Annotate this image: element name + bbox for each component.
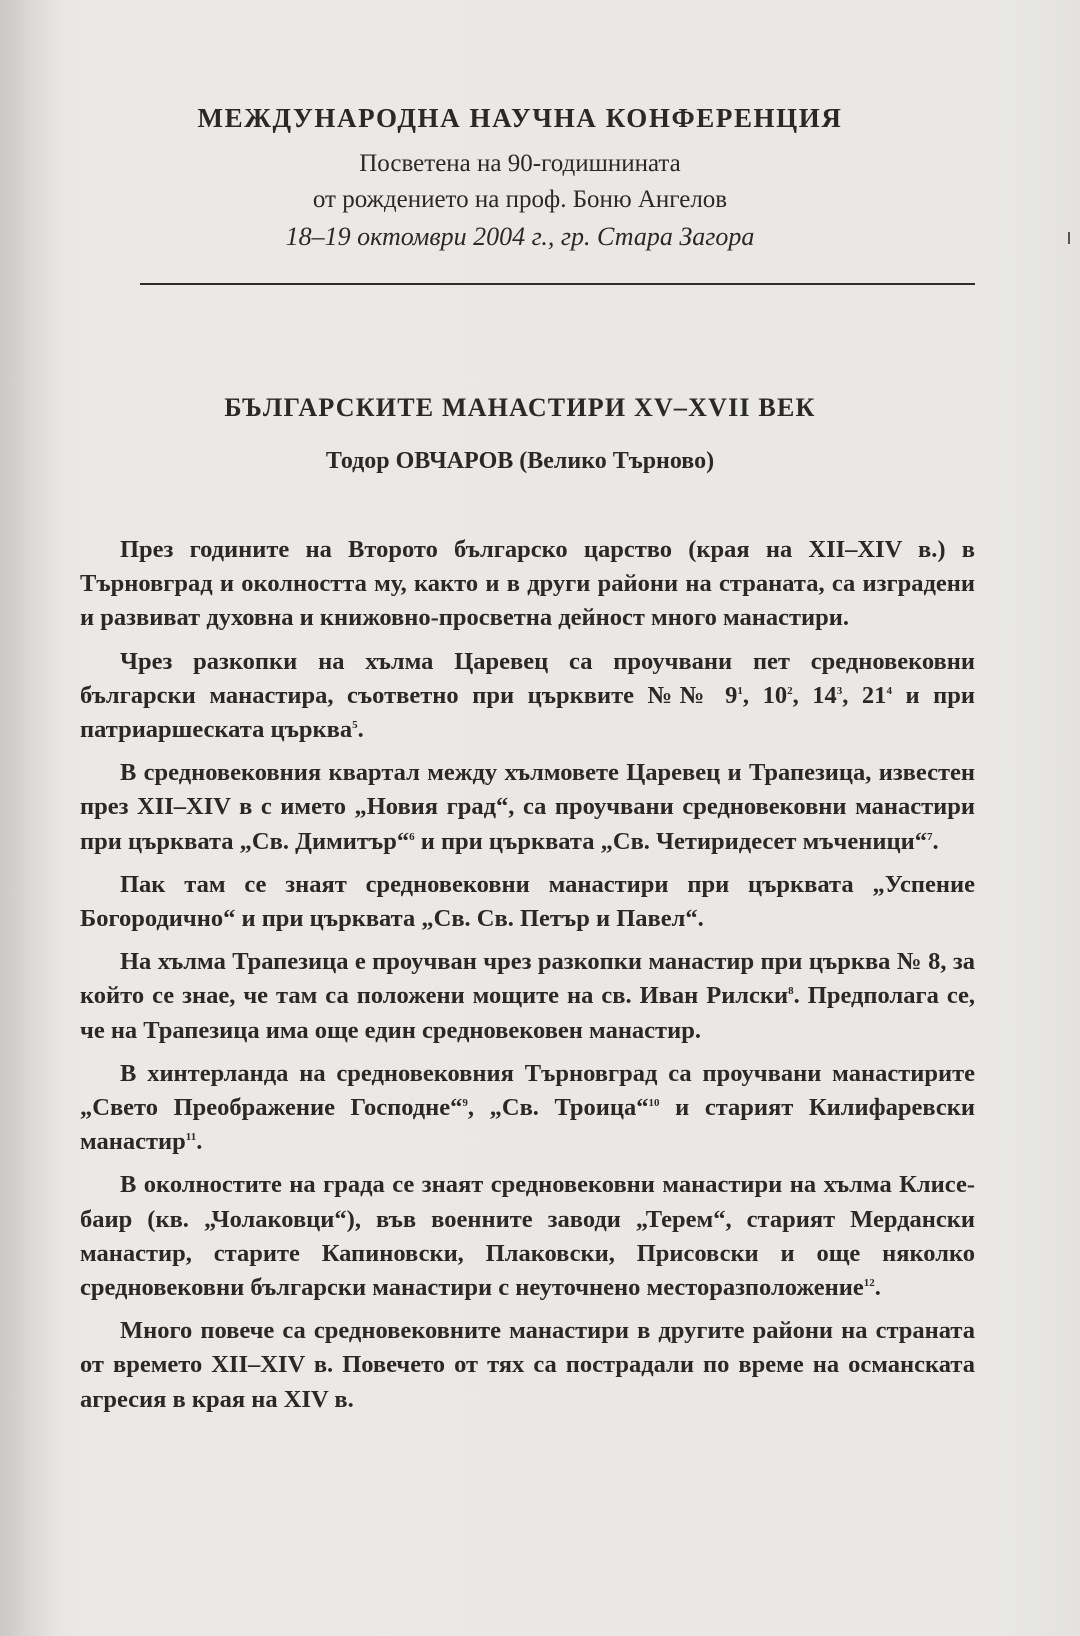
- article-body: [80, 533, 975, 1426]
- paragraph-text: Пак там се знаят средновековни манастири при църквата „Успение Богородично“ и при църквата „Св. Св. Петър и Павел“.: [80, 870, 975, 933]
- paragraph-text: и старият Килифаревски манастир: [80, 1094, 975, 1156]
- book-spine-shadow: [0, 0, 60, 1636]
- paragraph-text: В околностите на града се знаят средновековни манастири на хълма Клисе-баир (кв. „Чолаковци“), във военните заводи „Терем“, старият Мердански манастир, старите Капиновски, Плаковски, Присовски и още няколко средновековни български манастири с неуточнено месторазположение: [80, 1171, 975, 1302]
- body-paragraph: [80, 756, 975, 859]
- body-paragraph: [80, 1314, 975, 1417]
- paragraph-text: , 14: [792, 681, 837, 709]
- conference-title: МЕЖДУНАРОДНА НАУЧНА КОНФЕРЕНЦИЯ: [197, 103, 843, 133]
- paragraph-text: Много повече са средновековните манастири в другите райони на страната от времето XII–XIV в. Повечето от тях са пострадали по време на османската агресия в края на XIV в.: [80, 1317, 975, 1413]
- paragraph-text: , 10: [742, 681, 788, 709]
- paragraph-text: , „Св. Троица“: [467, 1094, 649, 1122]
- conference-subtitle-line1: Посветена на 90-годишнината: [359, 150, 681, 177]
- body-paragraph: [80, 1057, 975, 1160]
- footnote-ref[interactable]: 12: [863, 1276, 875, 1289]
- paragraph-text: .: [196, 1128, 203, 1156]
- footnote-ref[interactable]: 8: [788, 985, 794, 998]
- footnote-ref[interactable]: 11: [185, 1131, 197, 1144]
- conference-subtitle-line2: от рождението на проф. Боню Ангелов: [312, 186, 728, 213]
- body-paragraph: [80, 1168, 975, 1305]
- paragraph-text: .: [874, 1274, 881, 1302]
- paragraph-text: . Предполага се, че на Трапезица има още един средновековен манастир.: [80, 982, 975, 1044]
- paragraph-text: Чрез разкопки на хълма Царевец са проучвани пет средновековни български манастира, съответно при църквите №№ 9: [80, 647, 975, 709]
- footnote-ref[interactable]: 7: [926, 830, 933, 843]
- paragraph-text: и при патриаршеската църква: [80, 681, 976, 744]
- paragraph-text: и при църквата „Св. Четиридесет мъченици“: [414, 827, 927, 855]
- footnote-ref[interactable]: 9: [462, 1096, 468, 1109]
- paragraph-text: През годините на Второто българско царство (края на XII–XIV в.) в Търновград и околността му, както и в други райони на страната, са изградени и развиват духовна и книжовно-просветна дейност много манастири.: [80, 536, 975, 632]
- body-paragraph: [80, 945, 975, 1048]
- paragraph-text: В хинтерланда на средновековния Търновград са проучвани манастирите „Свето Преображение Господне“: [80, 1059, 975, 1122]
- conference-dates-place: 18–19 октомври 2004 г., гр. Стара Загора: [285, 222, 755, 251]
- footnote-ref[interactable]: 5: [352, 718, 358, 731]
- paragraph-text: .: [357, 716, 364, 744]
- body-paragraph: [80, 868, 975, 936]
- article-author: Тодор ОВЧАРОВ (Велико Търново): [325, 448, 715, 474]
- footnote-ref[interactable]: 6: [409, 830, 415, 843]
- footnote-ref[interactable]: 3: [836, 684, 843, 697]
- conference-header: [140, 100, 900, 256]
- footnote-ref[interactable]: 10: [648, 1096, 660, 1109]
- footnote-ref[interactable]: 2: [787, 684, 793, 697]
- header-divider: [140, 283, 975, 285]
- paragraph-text: .: [932, 827, 939, 855]
- margin-mark: [1068, 232, 1070, 244]
- paragraph-text: , 21: [842, 681, 887, 709]
- body-paragraph: [80, 533, 975, 636]
- article-title: БЪЛГАРСКИТЕ МАНАСТИРИ XV–XVII ВЕК: [224, 393, 816, 422]
- body-paragraph: [80, 645, 975, 748]
- footnote-ref[interactable]: 4: [886, 684, 892, 697]
- paragraph-text: На хълма Трапезица е проучван чрез разкопки манастир при църква № 8, за който се знае, че там са положени мощите на св. Иван Рилски: [80, 948, 975, 1010]
- footnote-ref[interactable]: 1: [737, 684, 743, 697]
- paragraph-text: В средновековния квартал между хълмовете Царевец и Трапезица, известен през XII–XIV в с името „Новия град“, са проучвани средновековни манастири при църквата „Св. Димитър“: [80, 759, 975, 855]
